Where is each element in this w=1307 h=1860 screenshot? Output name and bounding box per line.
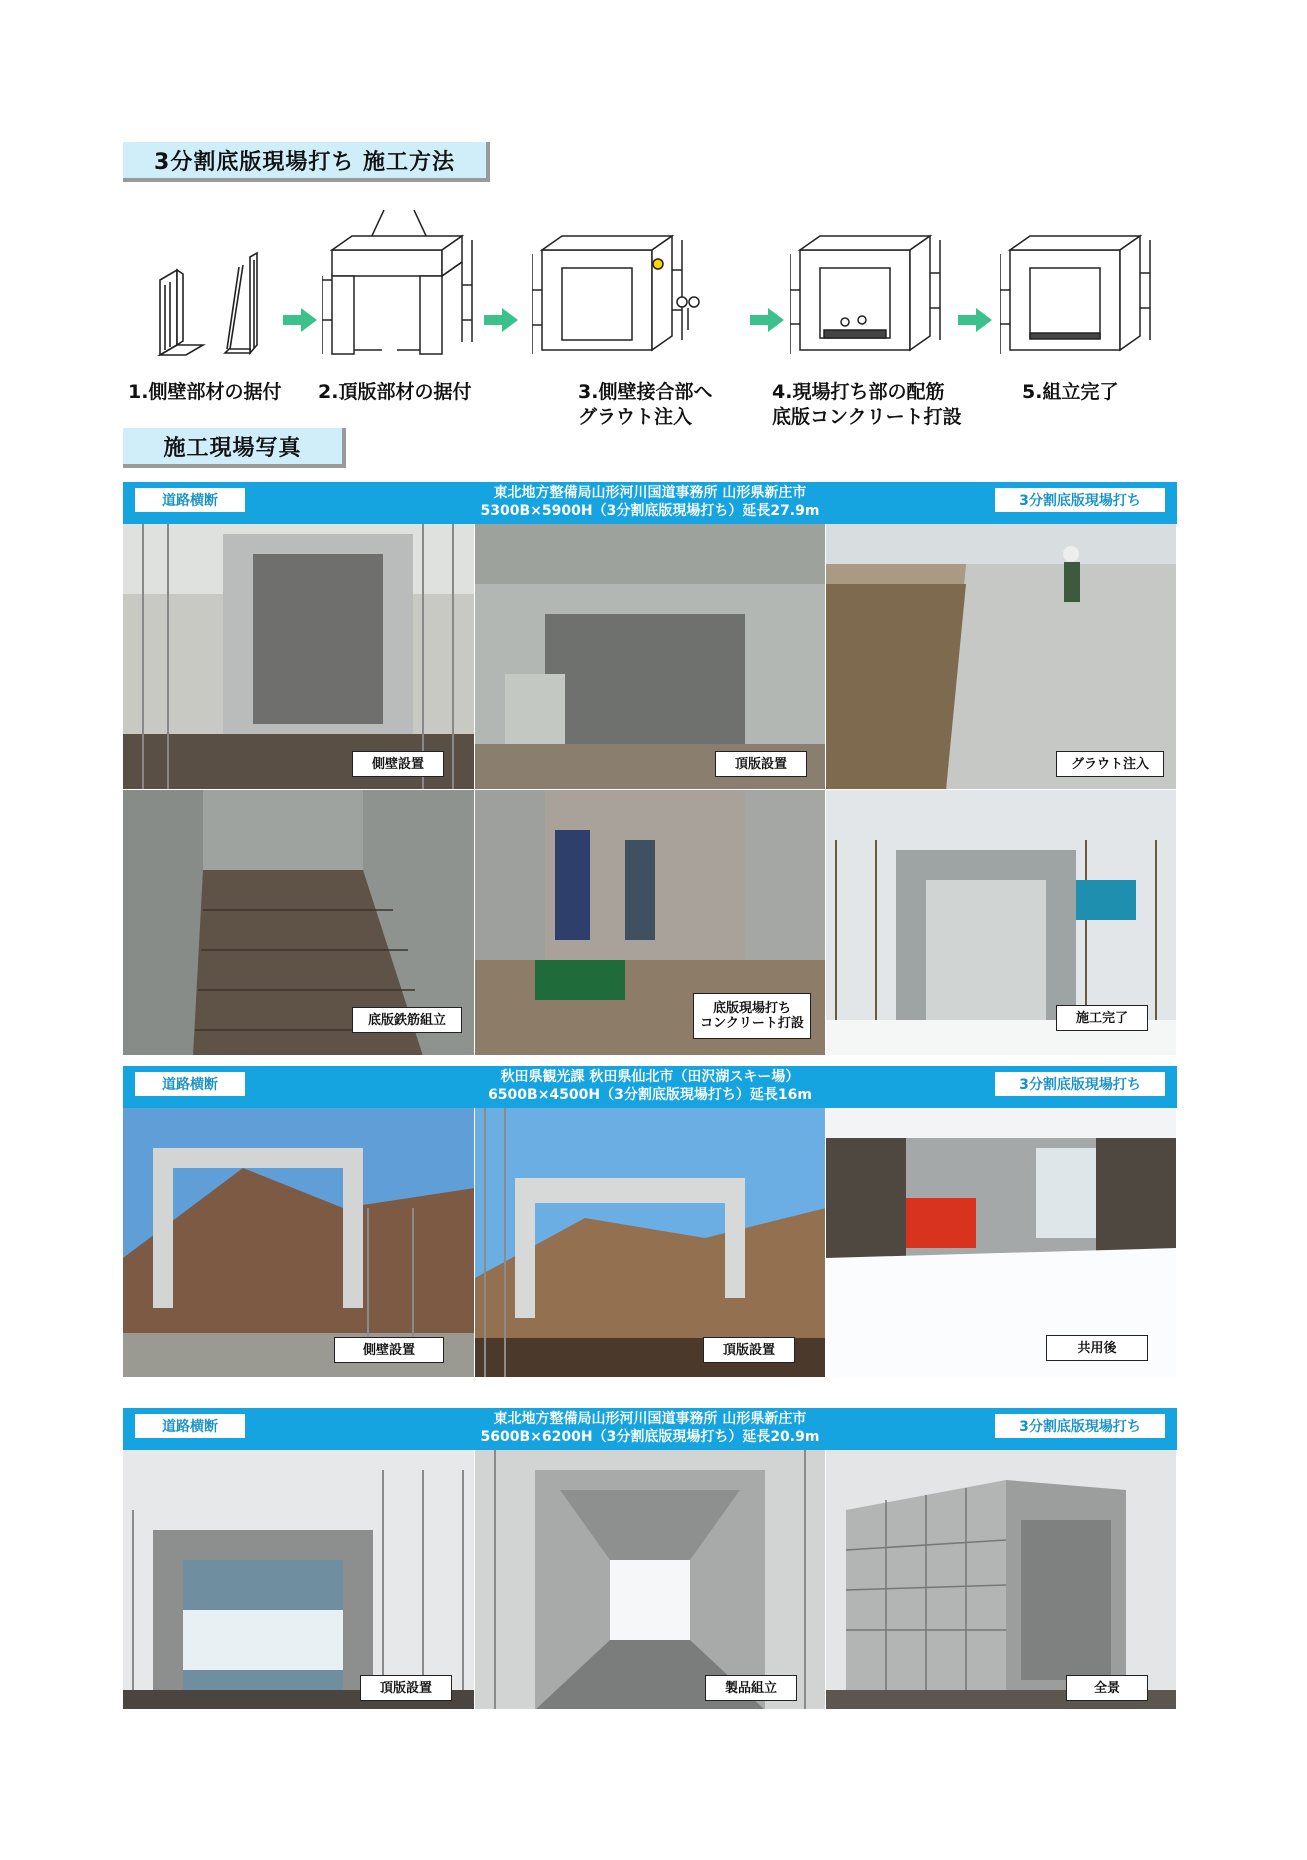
step-label: 2.頂版部材の据付: [318, 381, 472, 403]
site-photo: [826, 1108, 1177, 1378]
photo-caption: 頂版設置: [715, 751, 807, 777]
project-header-bar: [123, 1408, 1177, 1450]
arrow-icon: [283, 308, 317, 332]
step-label: 4.現場打ち部の配筋 底版コンクリート打設: [772, 381, 962, 428]
project-header-bar: [123, 482, 1177, 524]
photo-caption: 全景: [1066, 1675, 1148, 1701]
photo-caption: グラウト注入: [1056, 751, 1164, 777]
project-title: [373, 1068, 927, 1104]
project-title-line: 秋田県観光課 秋田県仙北市（田沢湖スキー場）: [500, 1069, 800, 1085]
step-label: 3.側壁接合部へ グラウト注入: [578, 381, 713, 428]
step-label: 1.側壁部材の据付: [128, 381, 282, 403]
photo-caption: 頂版設置: [360, 1675, 452, 1701]
site-photo: [826, 524, 1177, 790]
site-photo: [826, 790, 1177, 1056]
arrow-icon: [958, 308, 992, 332]
step-label: 5.組立完了: [1022, 381, 1119, 403]
arrow-icon: [484, 308, 518, 332]
category-tag: 道路横断: [135, 1072, 245, 1096]
step1-diagram: [155, 245, 265, 360]
site-photo: [475, 524, 826, 790]
category-tag: 道路横断: [135, 488, 245, 512]
category-tag: 道路横断: [135, 1414, 245, 1438]
step5-diagram: [1000, 228, 1165, 368]
arrow-icon: [750, 308, 784, 332]
photo-caption: 底版鉄筋組立: [352, 1007, 462, 1033]
project-title: [373, 484, 927, 520]
site-photo: [475, 1450, 826, 1710]
project-header-bar: [123, 1066, 1177, 1108]
step3-diagram: [532, 230, 702, 370]
project-title-line: 東北地方整備局山形河川国道事務所 山形県新庄市: [493, 1411, 807, 1427]
project-block-2: [123, 1066, 1177, 1378]
project-spec-line: 6500B×4500H（3分割底版現場打ち）延長16m: [488, 1087, 812, 1103]
method-tag: 3分割底版現場打ち: [995, 1072, 1165, 1096]
photo-caption: 施工完了: [1056, 1005, 1148, 1031]
photo-caption: 側壁設置: [334, 1337, 444, 1363]
site-photo: [123, 524, 475, 790]
method-heading: 3分割底版現場打ち 施工方法: [123, 142, 490, 182]
project-title: [373, 1410, 927, 1446]
project-block-3: [123, 1408, 1177, 1710]
photo-caption: 共用後: [1046, 1335, 1148, 1361]
method-tag: 3分割底版現場打ち: [995, 488, 1165, 512]
photo-caption: 製品組立: [705, 1675, 797, 1701]
site-photo: [475, 1108, 826, 1378]
photo-caption: 底版現場打ち コンクリート打設: [693, 993, 811, 1039]
site-photo: [123, 1108, 475, 1378]
photo-caption: 側壁設置: [352, 751, 444, 777]
photos-heading: 施工現場写真: [123, 428, 346, 468]
step2-diagram: [322, 210, 477, 365]
site-photo: [123, 1450, 475, 1710]
site-photo: [123, 790, 475, 1056]
project-title-line: 東北地方整備局山形河川国道事務所 山形県新庄市: [493, 485, 807, 501]
step4-diagram: [790, 228, 955, 368]
construction-steps: [0, 200, 1307, 430]
method-tag: 3分割底版現場打ち: [995, 1414, 1165, 1438]
project-spec-line: 5300B×5900H（3分割底版現場打ち）延長27.9m: [480, 503, 820, 519]
project-spec-line: 5600B×6200H（3分割底版現場打ち）延長20.9m: [480, 1429, 820, 1445]
site-photo: [475, 790, 826, 1056]
project-block-1: [123, 482, 1177, 1056]
site-photo: [826, 1450, 1177, 1710]
photo-caption: 頂版設置: [703, 1337, 795, 1363]
